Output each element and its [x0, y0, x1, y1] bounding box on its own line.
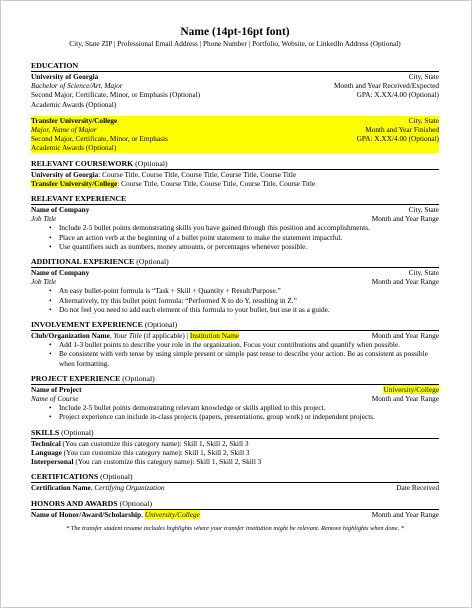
org-line: Club/Organization Name, Your Title (if applicable) | Institution Name: [31, 331, 240, 341]
additional-section: [31, 257, 439, 314]
list-item: • Alternatively, try this bullet point formula: “Performed X to do Y, resulting in Z.”: [59, 296, 439, 305]
list-item: • Place an action verb at the beginning of a bullet point statement to make the statement impactful.: [59, 233, 439, 242]
job-date: Month and Year Range: [371, 214, 439, 224]
honors-heading: HONORS AND AWARDS (Optional): [31, 499, 439, 510]
degree-date: Month and Year Finished: [365, 125, 439, 135]
gpa: GPA: X.XX/4.00 (Optional): [356, 90, 439, 100]
project-date: Month and Year Range: [371, 394, 439, 404]
coursework-line-1: University of Georgia: Course Title, Course Title, Course Title, Course Title, Course Title: [31, 169, 297, 179]
course-name: Name of Course: [31, 394, 79, 404]
project-name: Name of Project: [31, 384, 82, 394]
list-item: • Use quantifiers such as numbers, money amounts, or percentages whenever possible.: [59, 242, 439, 251]
school-location: City, State: [408, 72, 439, 81]
second-major: Second Major, Certificate, Minor, or Emphasis: [31, 134, 168, 144]
education-heading: EDUCATION: [31, 61, 439, 72]
contact-line: City, State ZIP | Professional Email Address | Phone Number | Portfolio, Website, or LinkedIn Address (Optional): [69, 39, 401, 48]
academic-awards: Academic Awards (Optional): [31, 99, 117, 109]
education-school-2: [31, 116, 439, 153]
list-item: • Include 2-5 bullet points demonstrating skills you have gained through this position and accomplishments.: [59, 223, 439, 232]
list-item: • Do not feel you need to add each element of this formula to your bullet, but use it as a guide.: [59, 305, 439, 314]
project-section: [31, 374, 439, 422]
list-item: • Add 1-3 bullet points to describe your role in the organization. Focus your contributions and quantify when possible.: [59, 340, 439, 349]
skill-row: Interpersonal (You can customize this category name): Skill 1, Skill 2, Skill 3: [31, 457, 262, 467]
company-name: Name of Company: [31, 205, 90, 215]
gpa: GPA: X.XX/4.00 (Optional): [356, 134, 439, 144]
company-location: City, State: [408, 205, 439, 215]
job-date: Month and Year Range: [371, 277, 439, 287]
transfer-footnote: * The transfer student resume includes highlights where your transfer institution might be relevant. Remove highlights when done. *: [66, 524, 404, 532]
school-location: City, State: [408, 115, 439, 125]
job-title: Job Title: [31, 277, 57, 287]
list-item: • Include 2-5 bullet points demonstrating relevant knowledge or skills applied to this project.: [59, 403, 439, 412]
company-name: Name of Company: [31, 268, 90, 278]
skill-row: Technical (You can customize this category name): Skill 1, Skill 2, Skill 3: [31, 438, 249, 448]
honor-line: Name of Honor/Award/Scholarship, University/College: [31, 509, 200, 519]
skills-section: [31, 428, 439, 467]
company-location: City, State: [408, 268, 439, 278]
certification-date: Date Received: [396, 483, 439, 493]
skills-heading: SKILLS (Optional): [31, 428, 439, 439]
project-heading: PROJECT EXPERIENCE (Optional): [31, 374, 439, 385]
list-item: • Project experience can include in-class projects (papers, presentations, group work) or independent projects.: [59, 412, 439, 421]
degree-date: Month and Year Received/Expected: [334, 81, 439, 91]
honors-section: [31, 499, 439, 519]
honor-date: Month and Year Range: [371, 509, 439, 519]
certifications-section: [31, 472, 439, 492]
education-school-1: [31, 72, 439, 109]
list-item: • Be consistent with verb tense by using simple present or simple past tense to describe your action. Be as consistent as possible when formatting.: [59, 349, 439, 367]
experience-heading: RELEVANT EXPERIENCE: [31, 194, 439, 205]
degree: Bachelor of Science/Art, Major: [31, 81, 123, 91]
academic-awards: Academic Awards (Optional): [31, 143, 117, 153]
resume-content: [31, 25, 439, 533]
school-name: University of Georgia: [31, 72, 99, 81]
resume-name: Name (14pt-16pt font): [180, 26, 290, 38]
coursework-section: [31, 159, 439, 188]
coursework-heading: RELEVANT COURSEWORK (Optional): [31, 159, 439, 170]
project-location: University/College: [383, 384, 439, 394]
certifications-heading: CERTIFICATIONS (Optional): [31, 472, 439, 483]
experience-section: [31, 194, 439, 251]
list-item: • An easy bullet-point formula is “Task + Skill + Quantity + Result/Purpose.”: [59, 286, 439, 295]
degree: Major, Name of Major: [31, 125, 97, 135]
coursework-line-2: Transfer University/College: Course Title, Course Title, Course Title, Course Title, Course Title: [31, 178, 316, 188]
job-title: Job Title: [31, 214, 57, 224]
org-date: Month and Year Range: [371, 331, 439, 341]
certification-line: Certification Name, Certifying Organization: [31, 483, 165, 493]
school-name: Transfer University/College: [31, 115, 118, 125]
second-major: Second Major, Certificate, Minor, or Emphasis (Optional): [31, 90, 201, 100]
involvement-section: [31, 320, 439, 368]
additional-heading: ADDITIONAL EXPERIENCE (Optional): [31, 257, 439, 268]
involvement-heading: INVOLVEMENT EXPERIENCE (Optional): [31, 320, 439, 331]
skill-row: Language (You can customize this category name): Skill 1, Skill 2, Skill 3: [31, 447, 250, 457]
